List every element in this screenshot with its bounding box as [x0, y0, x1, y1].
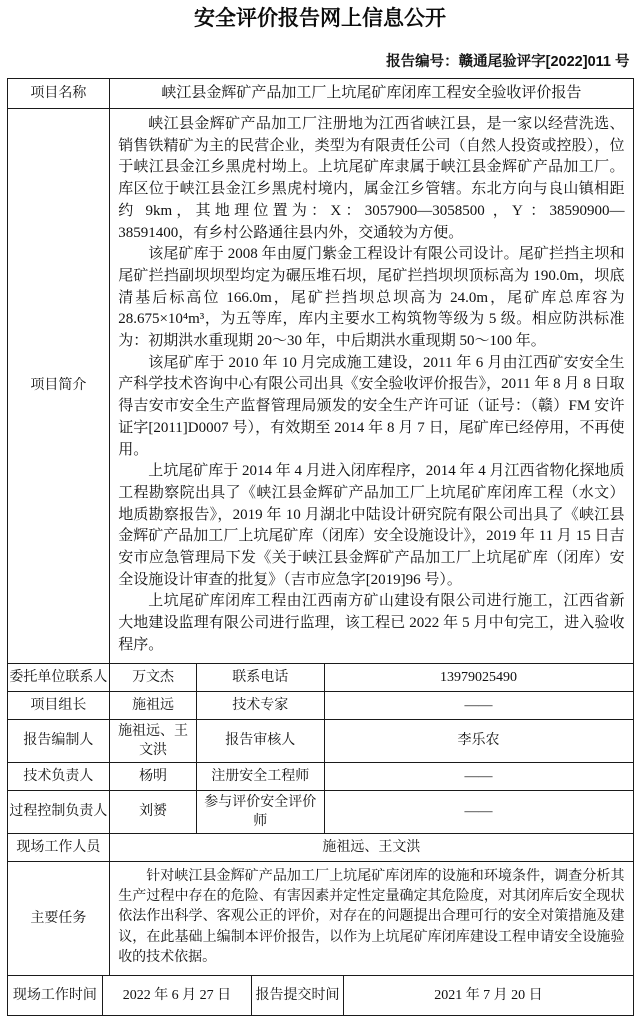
tech-name: 杨明	[109, 763, 196, 790]
row-leader	[8, 691, 633, 719]
field-staff-label: 现场工作人员	[16, 839, 101, 855]
field-date-value: 2022 年 6 月 27 日	[102, 976, 251, 1015]
field-staff-value: 施祖远、王文洪	[109, 834, 632, 861]
evaluator-label: 参与评价安全评价师	[196, 791, 324, 833]
row-project-intro	[8, 108, 633, 663]
project-name-value: 峡江县金辉矿产品加工厂上坑尾矿库闭库工程安全验收评价报告	[109, 79, 632, 108]
row-contact	[8, 663, 633, 691]
main-task-label: 主要任务	[30, 910, 87, 926]
report-number-label: 报告编号：	[386, 54, 459, 70]
engineer-value: ——	[324, 763, 633, 790]
process-label: 过程控制负责人	[9, 804, 108, 820]
project-intro-content	[109, 109, 632, 663]
main-task-paragraph: 针对峡江县金辉矿产品加工厂上坑尾矿库闭库的设施和环境条件，调查分析其生产过程中存在的危险、有害因素并定性定量确定其危险度，对其闭库后安全现状依法作出科学、客观公正的评价，对存在的问题提出合理可行的安全对策措施及建议，在此基础上编制本评价报告，以作为上坑尾矿库闭库建设工程申请安全设施验收的技术依据。	[118, 868, 625, 966]
project-name-label: 项目名称	[30, 86, 87, 101]
intro-paragraph-3: 该尾矿库于 2010 年 10 月完成施工建设，2011 年 6 月由江西矿安安全生产科学技术咨询中心有限公司出具《安全验收评价报告》，2011 年 8 月 8 日取得吉安市安全生产监督管理局颁发的安全生产许可证（证号：（赣）FM 安许证字[2011]D0007 号），有效期至 2014 年 8 月 7 日，尾矿库已经停用，不再使用。	[118, 354, 625, 458]
report-info-table	[7, 78, 634, 1016]
tech-label: 技术负责人	[23, 768, 94, 784]
row-main-task	[8, 861, 633, 975]
phone-label: 联系电话	[196, 664, 324, 691]
process-name: 刘赟	[109, 791, 196, 833]
row-field-staff	[8, 833, 633, 861]
writer-label: 报告编制人	[23, 733, 94, 749]
project-intro-label: 项目简介	[30, 378, 87, 394]
submit-date-label: 报告提交时间	[251, 976, 344, 1015]
intro-paragraph-2: 该尾矿库于 2008 年由厦门紫金工程设计有限公司设计。尾矿拦挡主坝和尾矿拦挡副坝坝型均定为碾压堆石坝，尾矿拦挡坝坝顶标高为 190.0m，坝底清基后标高位 166.0m，尾矿拦挡坝总坝高为 24.0m，尾矿库总库容为 28.675×10⁴m³，为五等库，库内主要水工构筑物等级为 5 级。相应防洪标准为：初期洪水重现期 20～30 年，中后期洪水重现期 50～100 年。	[118, 246, 625, 350]
expert-label: 技术专家	[196, 692, 324, 719]
row-tech	[8, 762, 633, 790]
evaluator-value: ——	[324, 791, 633, 833]
main-task-content	[109, 862, 632, 975]
report-number-value: 赣通尾验评字[2022]011 号	[458, 54, 630, 70]
expert-value: ——	[324, 692, 633, 719]
field-date-label: 现场工作时间	[12, 987, 97, 1003]
contact-name: 万文杰	[109, 664, 196, 691]
intro-paragraph-1: 峡江县金辉矿产品加工厂注册地为江西省峡江县，是一家以经营洗选、销售铁精矿为主的民营企业，类型为有限责任公司（自然人投资或控股），位于峡江县金江乡黑虎村坳上。上坑尾矿库隶属于峡江县金辉矿产品加工厂。库区位于峡江县金江乡黑虎村境内，属金江乡管辖。东北方向与良山镇相距约 9km，其地理位置为：X：3057900—3058500 ，Y ：38590900—38591400，有乡村公路通往县内外，交通较为方便。	[118, 116, 625, 241]
reviewer-label: 报告审核人	[196, 720, 324, 762]
contact-label: 委托单位联系人	[9, 669, 108, 685]
reviewer-value: 李乐农	[324, 720, 633, 762]
intro-paragraph-4: 上坑尾矿库于 2014 年 4 月进入闭库程序，2014 年 4 月江西省物化探地质工程勘察院出具了《峡江县金辉矿产品加工厂上坑尾矿库闭库工程（水文）地质勘察报告》，2019 年 10 月湖北中陆设计研究院有限公司出具了《峡江县金辉矿产品加工厂上坑尾矿库（闭库）安全设施设计》，2019 年 11 月 15 日吉安市应急管理局下发《关于峡江县金辉矿产品加工厂上坑尾矿库（闭库）安全设施设计审查的批复》（吉市应急字[2019]96 号）。	[118, 463, 625, 588]
row-project-name	[8, 79, 633, 108]
leader-label: 项目组长	[30, 697, 87, 713]
row-writer	[8, 719, 633, 762]
writer-name: 施祖远、王文洪	[109, 720, 196, 762]
page-title: 安全评价报告网上信息公开	[194, 7, 446, 30]
phone-value: 13979025490	[324, 664, 633, 691]
intro-paragraph-5: 上坑尾矿库闭库工程由江西南方矿山建设有限公司进行施工，江西省新大地建设监理有限公司进行监理，该工程已 2022 年 5 月中旬完工，进入验收程序。	[118, 593, 625, 653]
row-dates	[8, 975, 633, 1015]
report-number-line	[7, 53, 634, 71]
submit-date-value: 2021 年 7 月 20 日	[343, 976, 632, 1015]
row-process-control	[8, 790, 633, 833]
engineer-label: 注册安全工程师	[196, 763, 324, 790]
leader-name: 施祖远	[109, 692, 196, 719]
